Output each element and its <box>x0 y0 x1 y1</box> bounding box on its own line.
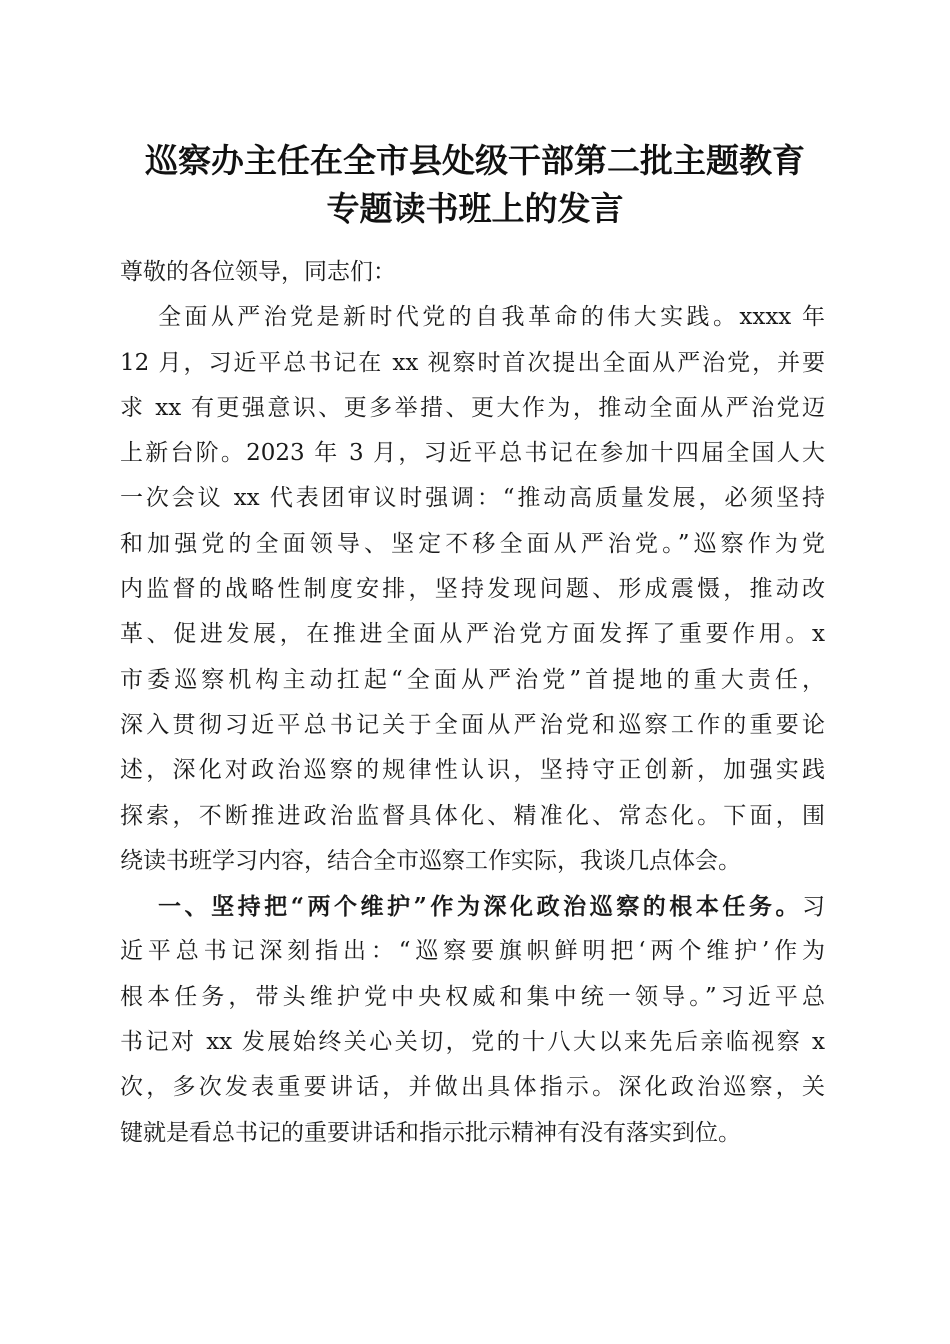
paragraph-line: 市委巡察机构主动扛起“全面从严治党”首提地的重大责任， <box>120 666 825 693</box>
paragraph-line: 深入贯彻习近平总书记关于全面从严治党和巡察工作的重要论 <box>120 711 825 738</box>
section-heading-line <box>120 884 825 929</box>
section-heading: 一、坚持把“两个维护”作为深化政治巡察的根本任务。 <box>158 893 802 921</box>
paragraph-line: 求 xx 有更强意识、更多举措、更大作为，推动全面从严治党迈 <box>120 394 825 421</box>
document-body <box>120 250 825 1156</box>
document-title-line-2: 专题读书班上的发言 <box>326 189 624 228</box>
greeting: 尊敬的各位领导，同志们： <box>120 259 396 285</box>
paragraph-line: 一次会议 xx 代表团审议时强调：“推动高质量发展，必须坚持 <box>120 485 825 512</box>
paragraph-line: 探索，不断推进政治监督具体化、精准化、常态化。下面，围 <box>120 802 825 829</box>
paragraph-line: 绕读书班学习内容，结合全市巡察工作实际，我谈几点体会。 <box>120 847 741 874</box>
paragraph-line: 述，深化对政治巡察的规律性认识，坚持守正创新，加强实践 <box>120 757 825 784</box>
document-title-line-1: 巡察办主任在全市县处级干部第二批主题教育 <box>145 141 805 180</box>
section-line: 键就是看总书记的重要讲话和指示批示精神有没有落实到位。 <box>120 1119 741 1146</box>
section-heading-tail: 习 <box>802 894 825 921</box>
paragraph-line: 和加强党的全面领导、坚定不移全面从严治党。”巡察作为党 <box>120 530 825 557</box>
paragraph-line: 内监督的战略性制度安排，坚持发现问题、形成震慑，推动改 <box>120 576 825 603</box>
paragraph-line: 革、促进发展，在推进全面从严治党方面发挥了重要作用。x <box>120 621 825 648</box>
section-line: 次，多次发表重要讲话，并做出具体指示。深化政治巡察，关 <box>120 1074 825 1101</box>
section-line: 近平总书记深刻指出：“巡察要旗帜鲜明把‘两个维护’作为 <box>120 938 825 965</box>
section-line: 书记对 xx 发展始终关心关切，党的十八大以来先后亲临视察 x <box>120 1029 825 1056</box>
paragraph-1 <box>120 295 825 884</box>
paragraph-line: 全面从严治党是新时代党的自我革命的伟大实践。xxxx 年 <box>158 304 825 331</box>
section-line: 根本任务，带头维护党中央权威和集中统一领导。”习近平总 <box>120 983 825 1010</box>
paragraph-line: 12 月，习近平总书记在 xx 视察时首次提出全面从严治党，并要 <box>120 349 825 376</box>
section-1 <box>120 884 825 1156</box>
paragraph-line: 上新台阶。2023 年 3 月，习近平总书记在参加十四届全国人大 <box>120 440 825 467</box>
